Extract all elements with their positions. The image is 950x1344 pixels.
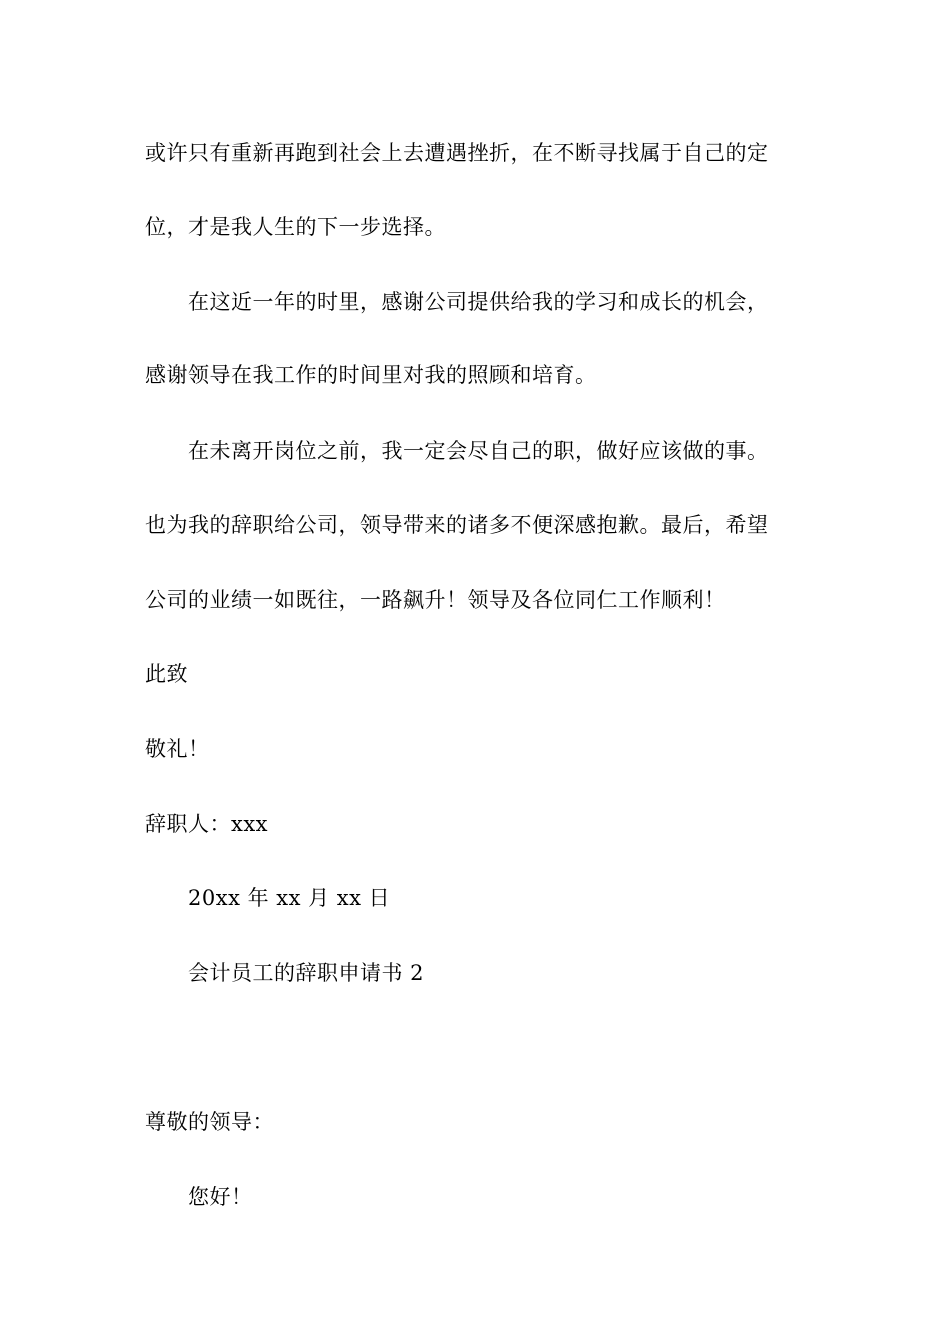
section-title: 会计员工的辞职申请书 2 [188, 961, 425, 985]
paragraph-line: 感谢领导在我工作的时间里对我的照顾和培育。 [145, 363, 597, 387]
greeting-line: 尊敬的领导： [145, 1110, 274, 1134]
salutation-line: 敬礼！ [145, 737, 210, 761]
closing-line: 此致 [145, 662, 188, 686]
paragraph-line: 在未离开岗位之前，我一定会尽自己的职，做好应该做的事。 [188, 439, 769, 463]
paragraph-line: 在这近一年的时里，感谢公司提供给我的学习和成长的机会， [188, 290, 769, 314]
date-line: 20xx 年 xx 月 xx 日 [188, 886, 391, 910]
paragraph-line: 公司的业绩一如既往，一路飙升！领导及各位同仁工作顺利！ [145, 588, 726, 612]
signature-line: 辞职人：xxx [145, 812, 269, 836]
paragraph-line: 或许只有重新再跑到社会上去遭遇挫折，在不断寻找属于自己的定 [145, 141, 769, 165]
paragraph-line: 位，才是我人生的下一步选择。 [145, 215, 446, 239]
paragraph-line: 也为我的辞职给公司，领导带来的诸多不便深感抱歉。最后，希望 [145, 513, 769, 537]
greeting-line: 您好！ [188, 1185, 253, 1209]
